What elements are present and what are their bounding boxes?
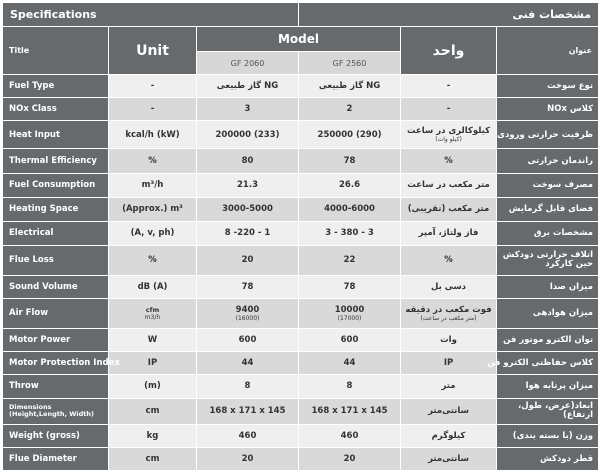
spec-value-gf2060-text: 8 -220 - 1: [224, 228, 271, 239]
spec-value-gf2060: [197, 351, 299, 374]
spec-label-fa-text: کلاس حفاظتی الکترو فن: [487, 357, 594, 368]
spec-value-gf2060: [197, 221, 299, 245]
spec-unit-fa-text: -: [446, 104, 451, 115]
spec-label-fa-text: توان الکترو موتور فن: [503, 334, 594, 345]
table-row: [3, 221, 599, 245]
spec-value-gf2560: [299, 447, 401, 470]
spec-label-en-text: Heating Space: [9, 204, 79, 215]
spec-label-fa: [497, 173, 599, 197]
table-row: [3, 197, 599, 221]
table-row: [3, 98, 599, 121]
spec-unit-fa-text: IP: [443, 357, 454, 368]
specifications-table: [2, 2, 599, 471]
spec-value-gf2060-subtext: (16000): [235, 314, 260, 322]
spec-label-fa-text: مصرف سوخت: [532, 180, 594, 191]
spec-unit-fa-text: وات: [440, 334, 457, 345]
spec-unit-fa: [401, 299, 497, 329]
spec-label-en: [3, 351, 120, 374]
spec-value-gf2060-text: 460: [238, 430, 257, 441]
spec-label-fa: [497, 121, 599, 149]
spec-label-fa-text: ابعاد(عرض، طول، ارتفاع): [518, 400, 594, 421]
spec-value-gf2060: [197, 447, 299, 470]
spec-value-gf2560: [299, 197, 401, 221]
spec-value-gf2560: [299, 149, 401, 173]
spec-unit-fa-text: کیلوگرم: [431, 430, 466, 441]
spec-unit-en-subtext: m3/h: [144, 313, 161, 321]
spec-unit-fa-text: %: [444, 155, 453, 166]
spec-label-fa-text: ظرفیت حرارتی ورودی: [497, 129, 594, 140]
table-row: [3, 149, 599, 173]
spec-label-en: [3, 447, 109, 470]
spec-label-en-text: Dimensions (Height,Length, Width): [9, 402, 94, 419]
spec-label-fa-text: وزن (با بسته بندی): [512, 430, 594, 441]
table-row: [3, 351, 599, 374]
spec-value-gf2060: [197, 276, 299, 299]
spec-label-fa-text: میزان صدا: [549, 282, 594, 293]
spec-label-fa-text: مشخصات برق: [533, 228, 594, 239]
spec-label-fa: [497, 149, 599, 173]
spec-unit-fa-text: کیلوکالری در ساعت: [406, 126, 491, 137]
spec-unit-en-text: kg: [146, 430, 159, 441]
spec-value-gf2560: [299, 121, 401, 149]
spec-unit-en-text: %: [148, 155, 157, 166]
spec-value-gf2060-text: 20: [241, 255, 254, 266]
spec-label-fa: [497, 328, 599, 351]
table-row: [3, 299, 599, 329]
spec-unit-fa-text: سانتی‌متر: [428, 406, 469, 417]
spec-unit-fa: [401, 374, 497, 398]
spec-unit-fa-text: فوت مکعب در دقیقه: [405, 304, 492, 315]
spec-value-gf2560: [299, 299, 401, 329]
spec-label-fa: [497, 221, 599, 245]
spec-value-gf2560-subtext: (17000): [337, 314, 362, 322]
spec-value-gf2060-text: 9400: [235, 304, 260, 315]
spec-value-gf2060: [197, 197, 299, 221]
col-unit-en: Unit: [109, 27, 197, 75]
spec-label-fa-text: میزان هوادهی: [532, 308, 594, 319]
spec-unit-fa: [401, 276, 497, 299]
spec-label-en-text: Sound Volume: [9, 282, 78, 293]
spec-label-en-text: Thermal Efficiency: [9, 155, 97, 166]
spec-unit-en: [109, 447, 197, 470]
spec-unit-en-text: %: [148, 255, 157, 266]
spec-label-fa-text: نوع سوخت: [546, 81, 594, 92]
spec-value-gf2060-text: 80: [241, 155, 254, 166]
spec-value-gf2560-text: 460: [340, 430, 359, 441]
spec-label-fa-text: قطر دودکش: [539, 453, 594, 464]
spec-label-en-text: Weight (gross): [9, 430, 80, 441]
header-title-en: Specifications: [3, 3, 299, 27]
spec-value-gf2560: [299, 424, 401, 447]
spec-label-en: [3, 424, 109, 447]
spec-label-fa: [497, 299, 599, 329]
spec-value-gf2060-text: 3: [244, 104, 251, 115]
spec-label-en: [3, 398, 109, 424]
spec-unit-en: [109, 173, 197, 197]
spec-label-en-text: Fuel Consumption: [9, 180, 96, 191]
spec-unit-fa: [401, 351, 497, 374]
spec-unit-fa: [401, 245, 497, 276]
spec-label-en: [3, 221, 109, 245]
header-title-fa: مشخصات فنی: [299, 3, 599, 27]
spec-value-gf2560: [299, 276, 401, 299]
spec-value-gf2560: [299, 328, 401, 351]
spec-unit-en: [109, 424, 197, 447]
spec-unit-fa: [401, 328, 497, 351]
spec-unit-en-text: -: [150, 104, 155, 115]
spec-value-gf2560-text: 168 x 171 x 145: [311, 406, 388, 417]
spec-label-en: [3, 276, 109, 299]
spec-label-en: [3, 328, 109, 351]
spec-value-gf2560-text: 78: [343, 282, 356, 293]
spec-label-fa: [487, 351, 599, 374]
spec-label-fa: [497, 447, 599, 470]
spec-value-gf2560-text: گاز طبیعی NG: [318, 81, 381, 92]
spec-label-en: [3, 374, 109, 398]
spec-value-gf2560-text: 3 - 380 - 3: [325, 228, 374, 239]
spec-value-gf2060-text: 20: [241, 453, 254, 464]
spec-label-en: [3, 173, 109, 197]
spec-unit-en-text: cfm: [145, 305, 160, 314]
spec-label-fa: [497, 398, 599, 424]
header-row: [3, 3, 599, 27]
col-unit-fa: واحد: [401, 27, 497, 75]
spec-value-gf2560: [299, 374, 401, 398]
spec-label-en: [3, 245, 109, 276]
spec-unit-en: [109, 149, 197, 173]
spec-label-en-text: Flue Loss: [9, 255, 54, 266]
spec-value-gf2060-text: 168 x 171 x 145: [209, 406, 286, 417]
table-row: [3, 121, 599, 149]
spec-label-fa: [497, 75, 599, 98]
table-row: [3, 245, 599, 276]
spec-value-gf2060-text: گاز طبیعی NG: [216, 81, 279, 92]
table-row: [3, 447, 599, 470]
spec-value-gf2060: [197, 299, 299, 329]
spec-unit-fa: [401, 149, 497, 173]
spec-label-en-text: Air Flow: [9, 308, 49, 319]
spec-unit-fa-text: %: [444, 255, 453, 266]
spec-value-gf2060-text: 8: [244, 381, 251, 392]
spec-label-fa-text: کلاس NOx: [547, 104, 594, 115]
spec-unit-en: [109, 221, 197, 245]
spec-unit-fa: [401, 173, 497, 197]
spec-label-en: [3, 197, 109, 221]
spec-unit-en: [109, 75, 197, 98]
spec-unit-fa: [401, 424, 497, 447]
spec-unit-en-text: cm: [145, 406, 160, 417]
spec-label-fa-text: میزان پرتابه هوا: [525, 381, 594, 392]
spec-label-fa: [497, 98, 599, 121]
spec-value-gf2560-text: 8: [346, 381, 353, 392]
spec-value-gf2060: [197, 173, 299, 197]
spec-label-en-text: NOx Class: [9, 104, 57, 115]
spec-value-gf2560-text: 22: [343, 255, 356, 266]
spec-value-gf2060: [197, 98, 299, 121]
spec-unit-fa: [401, 197, 497, 221]
spec-unit-fa: [401, 398, 497, 424]
spec-label-en: [3, 299, 109, 329]
spec-value-gf2560: [299, 173, 401, 197]
spec-unit-en: [109, 351, 197, 374]
spec-value-gf2060-text: 600: [238, 334, 257, 345]
col-title-en: Title: [3, 27, 109, 75]
spec-unit-en-text: kcal/h (kW): [125, 129, 180, 140]
spec-value-gf2060: [197, 121, 299, 149]
spec-unit-fa-subtext: (کیلو وات): [435, 136, 462, 144]
spec-label-en-text: Motor Protection Index: [9, 357, 120, 368]
spec-unit-en: [109, 299, 197, 329]
spec-label-fa-text: اتلاف حرارتی دودکش حین کارکرد: [502, 249, 594, 270]
spec-value-gf2060-text: 44: [241, 357, 254, 368]
spec-unit-fa: [401, 221, 497, 245]
spec-unit-en: [109, 276, 197, 299]
spec-value-gf2560: [299, 75, 401, 98]
spec-value-gf2060: [197, 149, 299, 173]
table-row: [3, 276, 599, 299]
spec-label-en: [3, 149, 109, 173]
spec-unit-fa: [401, 75, 497, 98]
spec-unit-en-text: (Approx.) m³: [122, 204, 183, 215]
spec-label-fa: [497, 245, 599, 276]
spec-label-en-text: Throw: [9, 381, 39, 392]
spec-unit-fa: [401, 447, 497, 470]
spec-unit-en-text: (A, v, ph): [130, 228, 175, 239]
spec-unit-fa-subtext: (متر مکعب در ساعت): [420, 314, 477, 322]
spec-unit-fa-text: -: [446, 81, 451, 92]
spec-label-en-text: Flue Diameter: [9, 453, 77, 464]
model-gf2060: GF 2060: [197, 52, 299, 75]
spec-value-gf2560-text: 20: [343, 453, 356, 464]
spec-value-gf2560-text: 44: [343, 357, 356, 368]
spec-unit-fa-text: سانتی‌متر: [428, 453, 469, 464]
spec-value-gf2060: [197, 245, 299, 276]
spec-unit-fa-text: متر مکعب در ساعت: [407, 180, 490, 191]
model-gf2560: GF 2560: [299, 52, 401, 75]
column-header-row: [3, 27, 599, 52]
spec-value-gf2560-text: 600: [340, 334, 359, 345]
spec-value-gf2560: [299, 245, 401, 276]
spec-value-gf2560: [299, 98, 401, 121]
spec-value-gf2060: [197, 374, 299, 398]
spec-label-en: [3, 75, 109, 98]
spec-value-gf2060-text: 78: [241, 282, 254, 293]
spec-value-gf2060: [197, 424, 299, 447]
spec-value-gf2560: [299, 351, 401, 374]
spec-value-gf2060: [197, 398, 299, 424]
spec-unit-fa: [401, 121, 497, 149]
table-row: [3, 398, 599, 424]
spec-unit-en-text: dB (A): [137, 282, 168, 293]
spec-unit-en: [109, 98, 197, 121]
spec-label-en-text: Electrical: [9, 228, 54, 239]
spec-value-gf2560-text: 4000-6000: [324, 204, 375, 215]
spec-value-gf2560-text: 78: [343, 155, 356, 166]
spec-unit-fa-text: متر مکعب (تقریبی): [407, 204, 490, 215]
spec-label-fa: [497, 276, 599, 299]
spec-unit-en: [109, 245, 197, 276]
spec-unit-en-text: W: [147, 334, 158, 345]
spec-value-gf2560: [299, 221, 401, 245]
spec-unit-fa-text: فاز ولتاژ، آمپر: [418, 228, 479, 239]
col-model: Model: [197, 27, 401, 52]
spec-value-gf2560-text: 10000: [334, 304, 365, 315]
spec-unit-en-text: IP: [147, 357, 158, 368]
spec-unit-en: [109, 328, 197, 351]
spec-unit-fa-text: دسی بل: [430, 282, 467, 293]
spec-value-gf2560-text: 250000 (290): [317, 129, 382, 140]
spec-label-fa: [497, 197, 599, 221]
spec-unit-en-text: (m): [144, 381, 161, 392]
spec-label-en-text: Motor Power: [9, 334, 71, 345]
table-row: [3, 424, 599, 447]
spec-unit-en-text: cm: [145, 453, 160, 464]
table-row: [3, 75, 599, 98]
spec-unit-fa-text: متر: [441, 381, 456, 392]
spec-label-en: [3, 121, 109, 149]
spec-unit-fa: [401, 98, 497, 121]
table-row: [3, 374, 599, 398]
spec-unit-en: [109, 398, 197, 424]
spec-value-gf2060: [197, 75, 299, 98]
table-row: [3, 328, 599, 351]
spec-unit-en: [109, 121, 197, 149]
spec-label-en: [3, 98, 109, 121]
spec-value-gf2560-text: 2: [346, 104, 353, 115]
spec-value-gf2560-text: 26.6: [339, 180, 360, 191]
spec-label-en-text: Heat Input: [9, 129, 61, 140]
spec-label-fa-text: فضای قابل گرمایش: [508, 204, 594, 215]
spec-unit-en-text: -: [150, 81, 155, 92]
spec-label-fa: [497, 424, 599, 447]
spec-value-gf2560: [299, 398, 401, 424]
spec-unit-en: [109, 374, 197, 398]
spec-value-gf2060-text: 21.3: [237, 180, 258, 191]
table-row: [3, 173, 599, 197]
col-title-fa: عنوان: [497, 27, 599, 75]
spec-unit-en-text: m³/h: [141, 180, 164, 191]
spec-value-gf2060-text: 200000 (233): [215, 129, 280, 140]
spec-unit-en: [109, 197, 197, 221]
spec-value-gf2060: [197, 328, 299, 351]
spec-label-en-text: Fuel Type: [9, 81, 55, 92]
spec-label-fa: [497, 374, 599, 398]
spec-label-fa-text: راندمان حرارتی: [527, 155, 594, 166]
spec-value-gf2060-text: 3000-5000: [222, 204, 273, 215]
